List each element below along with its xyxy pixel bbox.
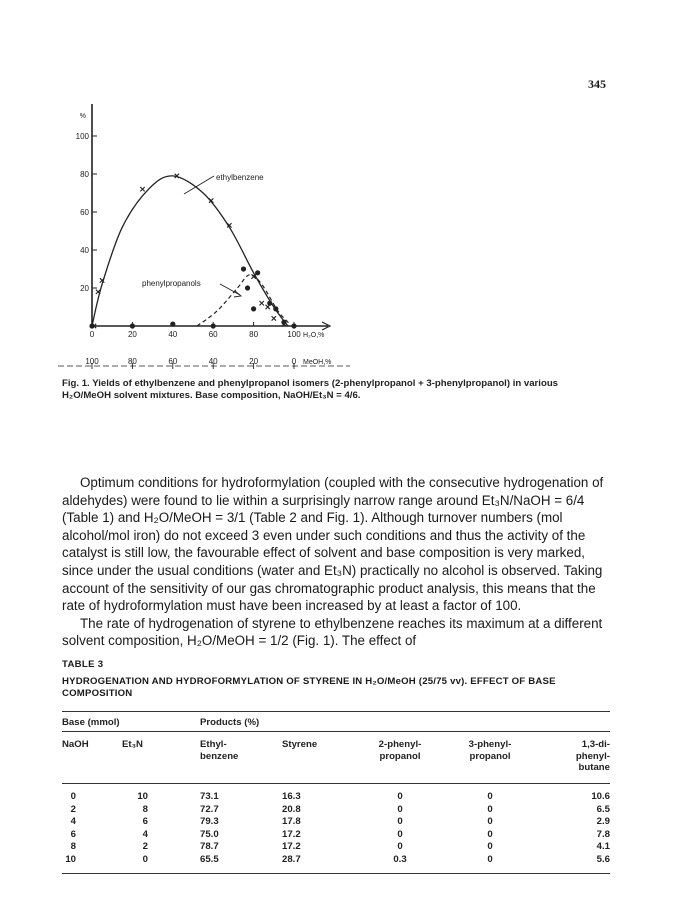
x-axis-unit-bottom: MeOH,%	[303, 359, 332, 366]
table-header-diphenylbutane: 1,3-di-phenyl-butane	[575, 739, 610, 773]
body-paragraph-1: Optimum conditions for hydroformylation (coupled with the consecutive hydrogenation of aldehydes) were found to lie within a surprisingly narrow range around Et₃N/NaOH = 6/4 (Table 1) and H₂O/MeOH = 3/1 (Table 2 and Fig. 1). Although turnover numbers (mol alcohol/mol iron) do not exceed 3 even under such conditions and thus the activity of the catalyst is still low, the favourable effect of solvent and base composition is very marked, since under the usual conditions (water and Et₃N) practically no alcohol is observed. Taking account of the sensitivity of our gas chromatographic product analysis, this means that the rate of hydroformylation must have been increased by at least a factor of 100.	[62, 475, 604, 614]
phenylpropanols-point	[291, 323, 296, 328]
body-paragraph-2: The rate of hydrogenation of styrene to ethylbenzene reaches its maximum at a different solvent composition, H₂O/MeOH = 1/2 (Fig. 1). The effect of	[62, 615, 603, 649]
table-cell-3-phenylpropanol: 0	[487, 854, 493, 865]
table-cell-ethylbenzene: 75.0	[200, 828, 219, 840]
table-header-styrene: Styrene	[282, 739, 318, 750]
ethylbenzene-curve	[92, 176, 288, 326]
table-caption: HYDROGENATION AND HYDROFORMYLATION OF STYRENE IN H₂O/MeOH (25/75 vv). EFFECT OF BASE COMPOSITION	[62, 676, 556, 700]
table-cell-3-phenylpropanol: 0	[487, 841, 493, 853]
table-cell-styrene: 28.7	[282, 854, 301, 865]
table-cell-et3n: 6	[142, 816, 148, 828]
table-cell-diphenylbutane: 10.6	[591, 791, 610, 802]
x2-tick-label: 80	[127, 357, 137, 366]
table-header-ethylbenzene: Ethyl-benzene	[200, 739, 239, 762]
table-rule-group	[62, 731, 610, 732]
table-cell-diphenylbutane: 6.5	[596, 803, 610, 815]
table-rule-header	[62, 783, 610, 784]
body-text	[62, 474, 610, 650]
table-cell-ethylbenzene: 72.7	[200, 803, 219, 815]
x-tick-label: 0	[89, 330, 95, 339]
table-cell-2-phenylpropanol: 0	[397, 803, 403, 815]
table-cell-diphenylbutane: 4.1	[596, 841, 610, 853]
ethylbenzene-leader	[184, 176, 214, 194]
table-cell-ethylbenzene: 79.3	[200, 816, 219, 828]
table-cell-styrene: 17.2	[282, 841, 301, 853]
table-header-3-phenylpropanol: 3-phenyl-propanol	[468, 739, 512, 762]
table-group-base: Base (mmol)	[62, 717, 120, 728]
ethylbenzene-label: ethylbenzene	[216, 173, 264, 182]
table-cell-et3n: 8	[142, 803, 148, 815]
table-header-2-phenylpropanol: 2-phenyl-propanol	[378, 739, 422, 762]
phenylpropanols-point	[255, 270, 260, 275]
x-tick-label: 40	[168, 330, 178, 339]
x-axis-unit-top: H₂O,%	[303, 332, 325, 339]
table-cell-ethylbenzene: 73.1	[200, 791, 219, 802]
figure-1-chart	[50, 90, 380, 380]
table-cell-2-phenylpropanol: 0	[397, 841, 403, 853]
table-header-et3n: Et₃N	[122, 739, 143, 750]
page-number: 345	[588, 77, 606, 91]
table-header-naoh: NaOH	[62, 739, 89, 750]
phenylpropanols-point	[267, 301, 272, 306]
phenylpropanols-point	[241, 266, 246, 271]
phenylpropanols-label: phenylpropanols	[142, 279, 201, 288]
phenylpropanols-point	[251, 306, 256, 311]
table-cell-3-phenylpropanol: 0	[487, 828, 493, 840]
table-cell-3-phenylpropanol: 0	[487, 791, 493, 802]
y-tick-label: 100	[75, 132, 89, 141]
table-title: TABLE 3	[62, 659, 104, 670]
table-cell-naoh: 10	[65, 854, 76, 865]
ethylbenzene-point	[272, 316, 276, 320]
x2-tick-label: 20	[249, 357, 259, 366]
table-cell-et3n: 2	[142, 841, 148, 853]
x2-tick-label: 100	[85, 357, 99, 366]
x-tick-label: 80	[249, 330, 259, 339]
phenylpropanols-point	[170, 322, 175, 327]
table-cell-naoh: 6	[70, 828, 76, 840]
table-cell-styrene: 16.3	[282, 791, 301, 802]
table-cell-et3n: 4	[142, 828, 148, 840]
table-cell-ethylbenzene: 78.7	[200, 841, 219, 853]
x-tick-label: 20	[127, 330, 137, 339]
table-cell-naoh: 0	[70, 791, 76, 802]
phenylpropanols-curve	[197, 275, 290, 326]
table-cell-styrene: 17.8	[282, 816, 301, 828]
table-cell-styrene: 17.2	[282, 828, 301, 840]
table-cell-et3n: 10	[137, 791, 148, 802]
x2-tick-label: 40	[208, 357, 218, 366]
y-tick-label: 60	[80, 208, 89, 217]
table-cell-3-phenylpropanol: 0	[487, 803, 493, 815]
x-tick-label: 100	[287, 330, 301, 339]
phenylpropanols-point	[273, 306, 278, 311]
table-cell-naoh: 8	[70, 841, 76, 853]
x2-tick-label: 60	[168, 357, 178, 366]
table-cell-3-phenylpropanol: 0	[487, 816, 493, 828]
table-cell-diphenylbutane: 7.8	[596, 828, 610, 840]
table-cell-2-phenylpropanol: 0	[397, 828, 403, 840]
y-tick-label: 80	[80, 170, 89, 179]
table-cell-2-phenylpropanol: 0.3	[393, 854, 407, 865]
table-cell-2-phenylpropanol: 0	[397, 816, 403, 828]
phenylpropanols-point	[211, 323, 216, 328]
phenylpropanols-point	[89, 323, 94, 328]
table-cell-ethylbenzene: 65.5	[200, 854, 219, 865]
y-axis-unit: %	[79, 113, 86, 120]
x2-tick-label: 0	[291, 357, 297, 366]
phenylpropanols-point	[281, 320, 286, 325]
table-cell-naoh: 2	[70, 803, 76, 815]
phenylpropanols-point	[130, 323, 135, 328]
phenylpropanols-leader	[220, 284, 240, 295]
y-tick-label: 40	[80, 246, 89, 255]
table-cell-et3n: 0	[142, 854, 148, 865]
figure-caption: Fig. 1. Yields of ethylbenzene and phenylpropanol isomers (2-phenylpropanol + 3-phenylpropanol) in various H₂O/MeOH solvent mixtures. Base composition, NaOH/Et₃N = 4/6.	[62, 378, 559, 402]
ethylbenzene-point	[140, 187, 144, 191]
table-cell-diphenylbutane: 2.9	[596, 816, 610, 828]
table-cell-diphenylbutane: 5.6	[596, 854, 610, 865]
phenylpropanols-point	[245, 285, 250, 290]
y-tick-label: 20	[80, 284, 89, 293]
table-group-products: Products (%)	[200, 717, 260, 728]
table-cell-naoh: 4	[70, 816, 76, 828]
table-cell-styrene: 20.8	[282, 803, 301, 815]
table-rule-top	[62, 711, 610, 712]
ethylbenzene-point	[259, 301, 263, 305]
table-cell-2-phenylpropanol: 0	[397, 791, 403, 802]
table-rule-bottom	[62, 873, 610, 874]
x-tick-label: 60	[208, 330, 218, 339]
